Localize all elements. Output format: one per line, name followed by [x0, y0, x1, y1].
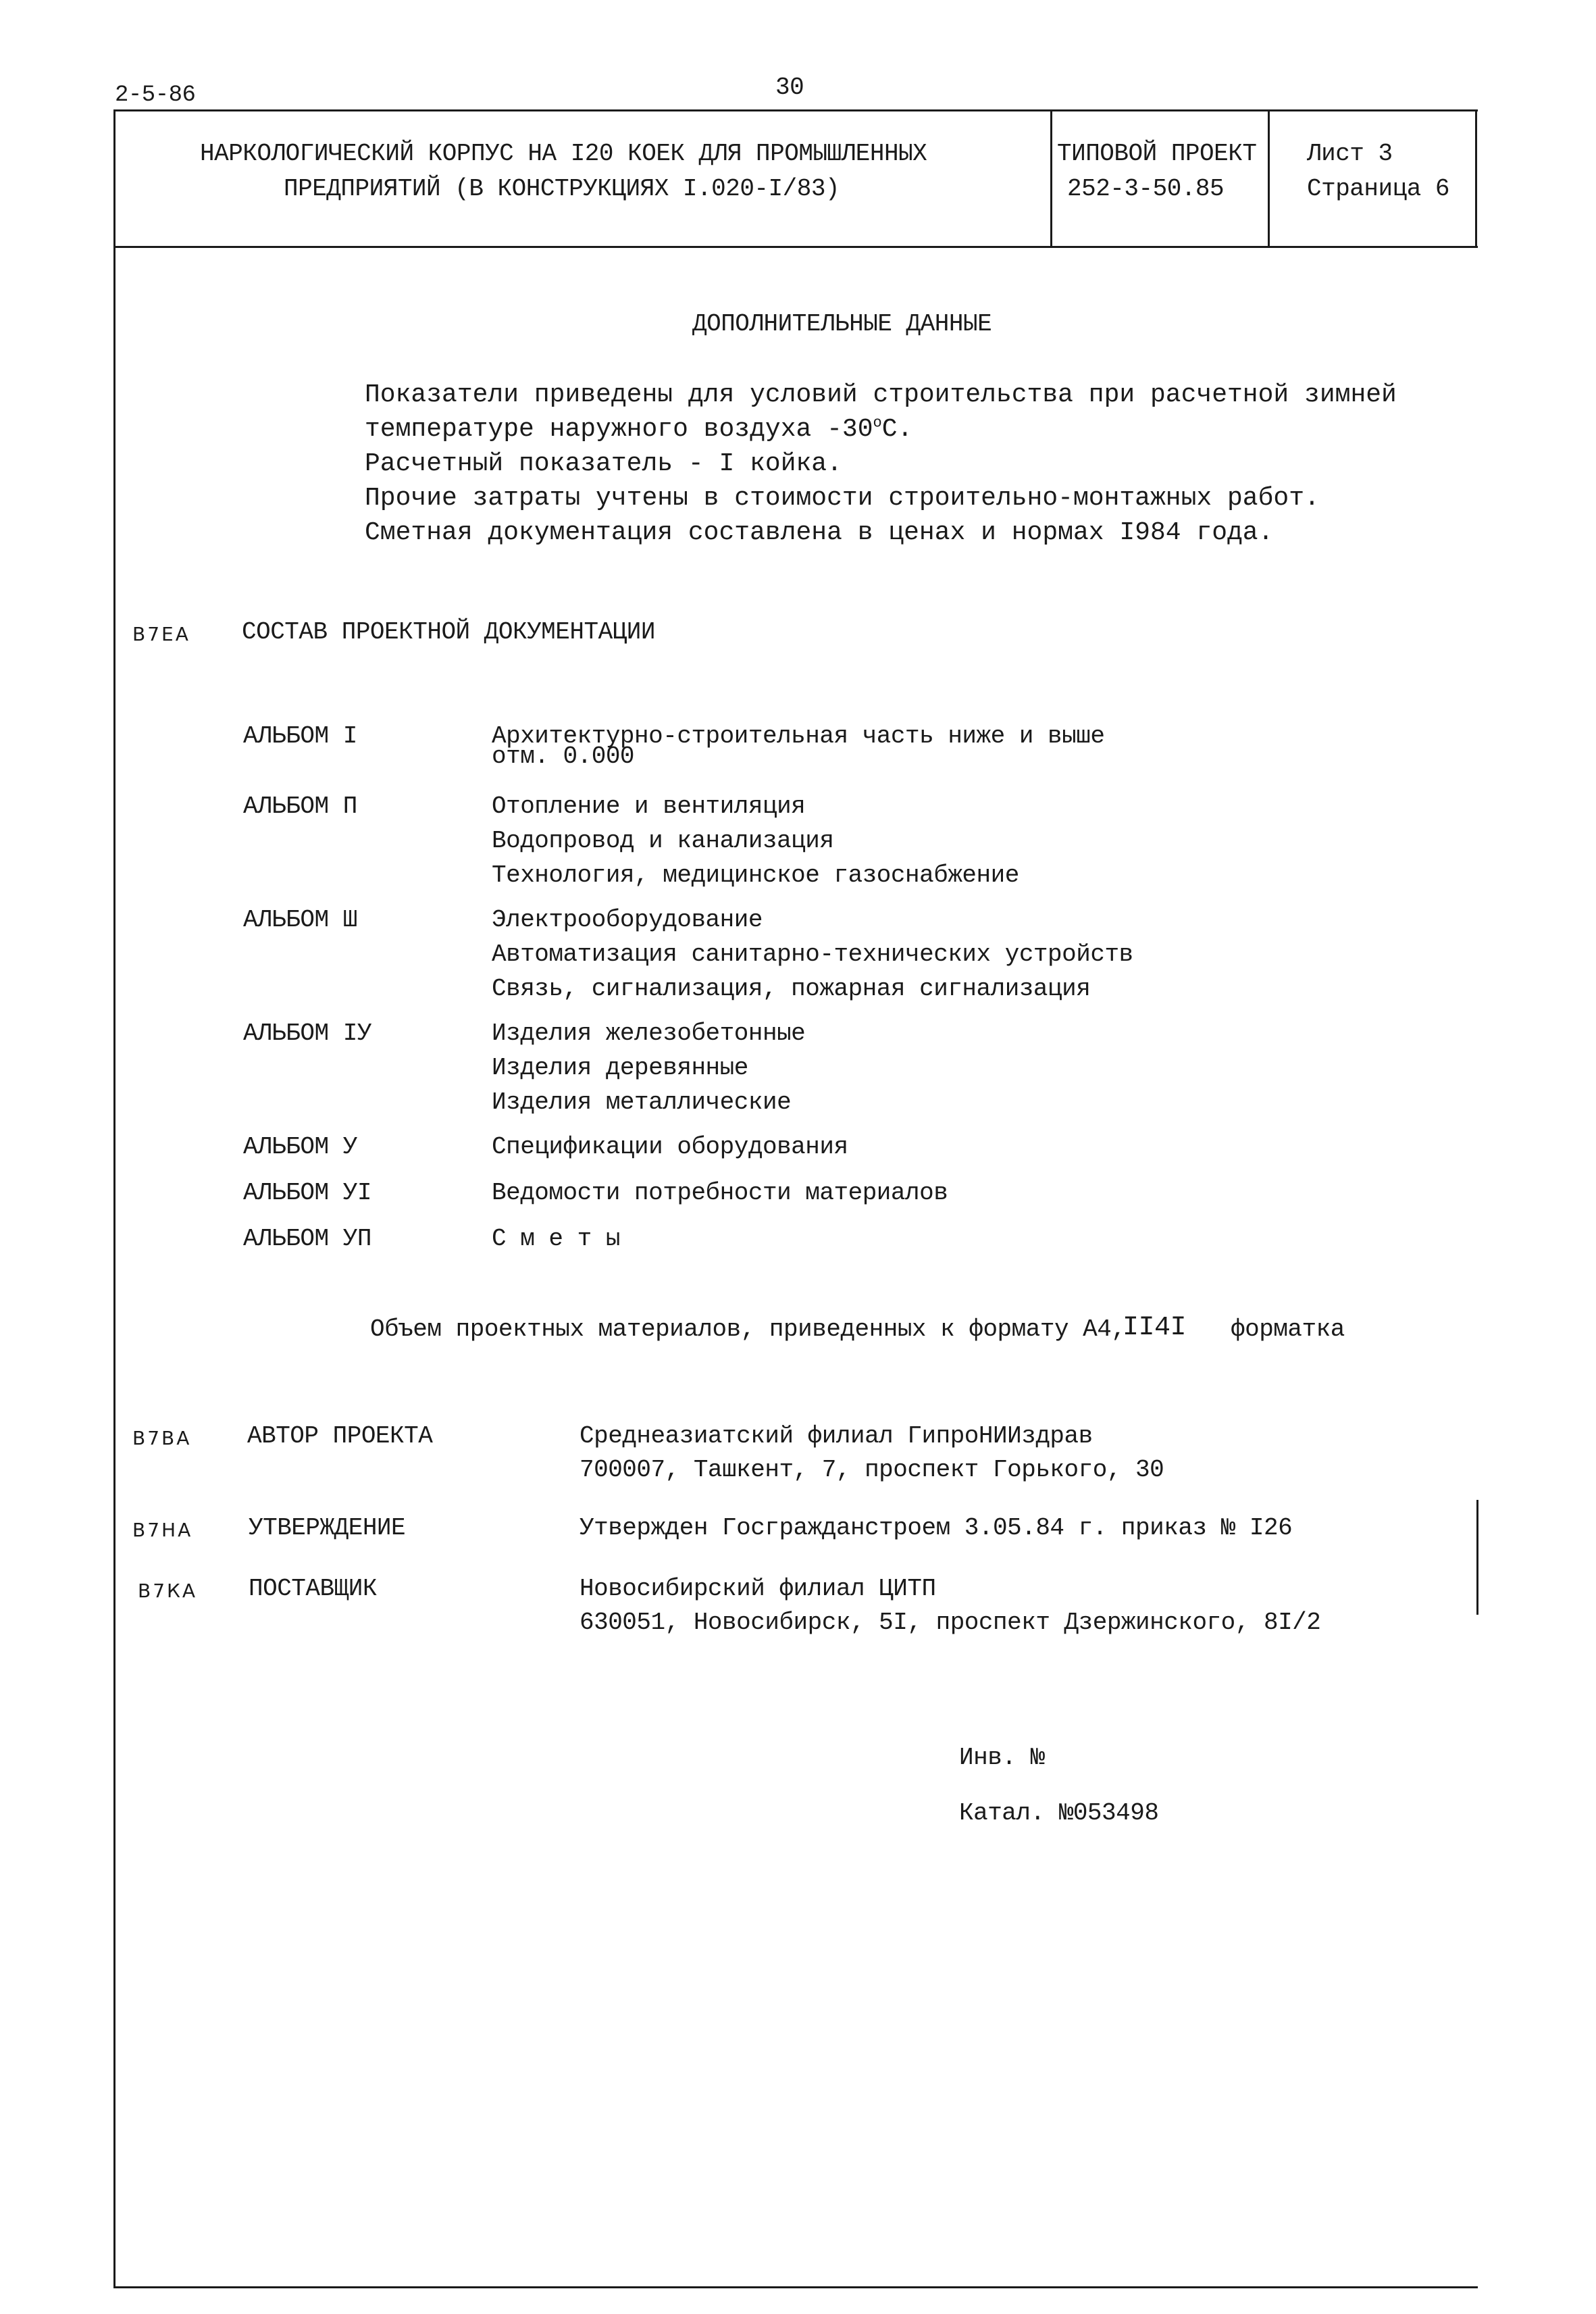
volume-unit: форматка	[1231, 1315, 1345, 1343]
project-number: 252-3-50.85	[1067, 175, 1225, 203]
album-1-label: АЛЬБОМ I	[243, 722, 357, 750]
album-6-label: АЛЬБОМ УI	[243, 1179, 371, 1207]
supplier-label: ПОСТАВЩИК	[249, 1575, 377, 1603]
album-3-item-3: Связь, сигнализация, пожарная сигнализация	[492, 975, 1091, 1003]
degree-sign: o	[873, 414, 882, 432]
album-2-item-1: Отопление и вентиляция	[492, 793, 806, 820]
album-5-label: АЛЬБОМ У	[243, 1133, 357, 1161]
title-block-bottom-line	[113, 246, 1478, 248]
album-7-item-1: С м е т ы	[492, 1225, 620, 1253]
album-1-item-2: отм. 0.000	[492, 743, 635, 770]
supplier-line-1: Новосибирский филиал ЦИТП	[580, 1575, 936, 1603]
additional-data-heading: ДОПОЛНИТЕЛЬНЫЕ ДАННЫЕ	[692, 310, 992, 338]
composition-heading: СОСТАВ ПРОЕКТНОЙ ДОКУМЕНТАЦИИ	[242, 618, 656, 646]
title-divider-2	[1268, 109, 1270, 248]
album-4-item-1: Изделия железобетонные	[492, 1020, 806, 1047]
project-type-label: ТИПОВОЙ ПРОЕКТ	[1057, 140, 1257, 168]
album-3-item-1: Электрооборудование	[492, 906, 763, 934]
document-code: 2-5-86	[115, 82, 196, 108]
sheet-number: Лист 3	[1307, 140, 1393, 168]
page-number: 30	[775, 74, 804, 101]
frame-right-line-top	[1475, 109, 1477, 248]
celsius-unit: С.	[881, 415, 913, 444]
additional-line-1: Показатели приведены для условий строительства при расчетной зимней	[365, 380, 1397, 409]
page-label: Страница 6	[1307, 175, 1450, 203]
album-4-item-2: Изделия деревянные	[492, 1054, 748, 1082]
album-7-label: АЛЬБОМ УП	[243, 1225, 371, 1253]
author-line-1: Среднеазиатский филиал ГипроНИИздрав	[580, 1422, 1093, 1450]
project-title-line1: НАРКОЛОГИЧЕСКИЙ КОРПУС НА I20 КОЕК ДЛЯ ПРОМЫШЛЕННЫХ	[200, 140, 927, 168]
author-label: АВТОР ПРОЕКТА	[247, 1422, 433, 1450]
approval-line-1: Утвержден Госгражданстроем 3.05.84 г. приказ № I26	[580, 1514, 1293, 1542]
supplier-line-2: 630051, Новосибирск, 5I, проспект Дзержинского, 8I/2	[580, 1609, 1321, 1636]
album-4-item-3: Изделия металлические	[492, 1088, 792, 1116]
album-4-label: АЛЬБОМ IУ	[243, 1020, 371, 1047]
album-6-item-1: Ведомости потребности материалов	[492, 1179, 948, 1207]
catalog-number: Катал. №053498	[959, 1799, 1159, 1827]
additional-line-2	[365, 414, 913, 444]
author-line-2: 700007, Ташкент, 7, проспект Горького, 30	[580, 1456, 1164, 1484]
title-divider-1	[1050, 109, 1052, 248]
approval-label: УТВЕРЖДЕНИЕ	[249, 1514, 406, 1542]
album-3-label: АЛЬБОМ Ш	[243, 906, 357, 934]
frame-right-line-bottom	[1476, 1500, 1478, 1615]
additional-line-4: Прочие затраты учтены в стоимости строительно-монтажных работ.	[365, 484, 1320, 513]
project-title-line2: ПРЕДПРИЯТИЙ (В КОНСТРУКЦИЯХ I.020-I/83)	[284, 175, 840, 203]
frame-bottom-line	[113, 2286, 1478, 2288]
temperature-text: температуре наружного воздуха -30	[365, 415, 873, 444]
inventory-number: Инв. №	[959, 1744, 1045, 1771]
approval-code: В7НА	[132, 1519, 193, 1541]
volume-text: Объем проектных материалов, приведенных к формату А4,	[370, 1315, 1126, 1343]
supplier-code: В7КА	[138, 1580, 198, 1602]
additional-line-5: Сметная документация составлена в ценах и нормах I984 года.	[365, 518, 1274, 547]
frame-top-line	[113, 109, 1478, 111]
album-5-item-1: Спецификации оборудования	[492, 1133, 848, 1161]
album-2-label: АЛЬБОМ П	[243, 793, 357, 820]
album-1-item-1: Архитектурно-строительная часть ниже и выше	[492, 722, 1105, 750]
frame-left-line	[113, 109, 115, 2288]
additional-line-3: Расчетный показатель - I койка.	[365, 449, 842, 478]
album-2-item-3: Технология, медицинское газоснабжение	[492, 861, 1019, 889]
album-3-item-2: Автоматизация санитарно-технических устройств	[492, 940, 1133, 968]
volume-value: II4I	[1123, 1313, 1187, 1343]
album-2-item-2: Водопровод и канализация	[492, 827, 834, 855]
composition-code: В7ЕА	[132, 623, 190, 645]
author-code: В7ВА	[132, 1427, 192, 1449]
